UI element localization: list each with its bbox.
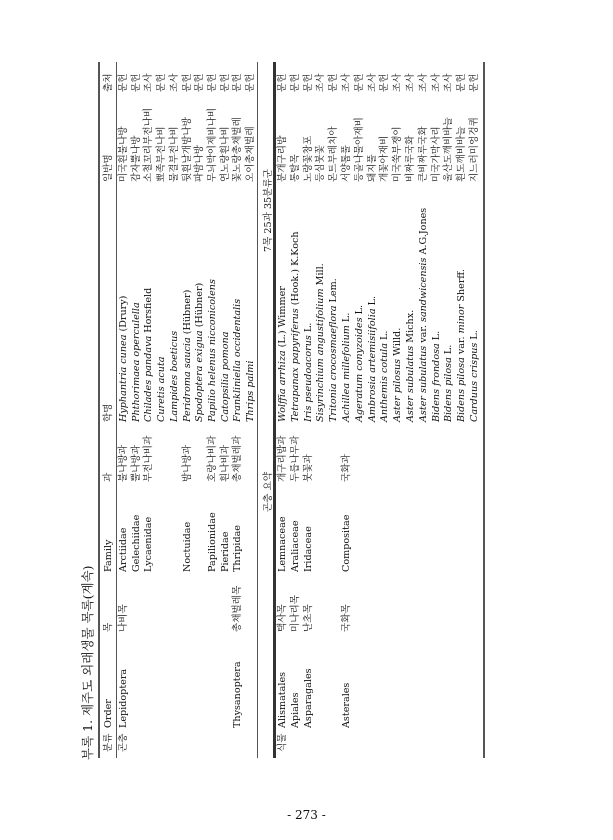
cell-family-ko: 개구리밥과 xyxy=(277,435,288,482)
table-row xyxy=(290,60,302,772)
sci-name-part: L. xyxy=(379,330,391,344)
cell-common-name: 미국흰불나방 xyxy=(118,126,129,182)
cell-family: Compositae xyxy=(341,514,352,572)
cell-family: Araliaceae xyxy=(289,520,301,572)
cell-family: Lemnaceae xyxy=(277,516,288,572)
sci-name-part: Achillea millefolium xyxy=(341,325,352,422)
cell-common-name: 뒷흰날개밤나방 xyxy=(181,117,193,182)
table-row xyxy=(131,60,143,772)
table-row xyxy=(431,60,443,772)
cell-common-name: 감자뿔나방 xyxy=(130,135,142,182)
table-row xyxy=(341,60,353,772)
sci-name-part: minor xyxy=(456,304,468,334)
column-header: 학명 xyxy=(103,403,114,422)
cell-family-ko: 총채벌레과 xyxy=(232,435,244,482)
sci-name-part: (Drury) xyxy=(118,295,129,335)
table-header-row xyxy=(103,60,115,772)
page-number: - 273 - xyxy=(287,808,326,822)
cell-family-ko: 호랑나비과 xyxy=(206,435,218,482)
sci-name-part: var. xyxy=(417,321,429,346)
cell-scientific-name xyxy=(405,310,417,422)
sci-name-part: Lem. xyxy=(328,278,340,306)
table-row xyxy=(443,60,455,772)
table-row xyxy=(379,60,391,772)
cell-family-ko: 뿔나방과 xyxy=(130,444,142,482)
sci-name-part: (L.) Wimmer xyxy=(277,286,288,351)
cell-source: 조사 xyxy=(417,73,429,92)
cell-family-ko: 국화과 xyxy=(341,454,352,482)
table-row xyxy=(315,60,327,772)
cell-source: 문헌 xyxy=(328,73,340,92)
sci-name-part: L. xyxy=(341,312,352,326)
cell-family: Noctuidae xyxy=(181,521,193,572)
cell-source: 조사 xyxy=(392,73,404,92)
sci-name-part: Tetrapanax papyriferus xyxy=(289,308,301,422)
sci-name-part: Phthorimaea operculella xyxy=(130,302,142,422)
cell-scientific-name xyxy=(303,323,315,422)
sci-name-part: Ambrosia artemisiifolia xyxy=(366,308,378,422)
table-row xyxy=(169,60,181,772)
summary-label: 곤충 요약 xyxy=(263,471,274,512)
table-row xyxy=(245,60,257,772)
cell-source: 조사 xyxy=(443,73,455,92)
sci-name-part: Peridroma saucia xyxy=(181,337,193,422)
cell-source: 문헌 xyxy=(156,73,168,92)
cell-family: Thripidae xyxy=(232,525,244,572)
rotated-table-sheet xyxy=(80,60,490,772)
cell-scientific-name xyxy=(156,356,168,422)
cell-family: Papilionidae xyxy=(206,512,218,572)
sci-name-part: Sherff. xyxy=(456,269,468,305)
table-row xyxy=(367,60,379,772)
cell-family: Lycaenidae xyxy=(143,516,155,572)
cell-source: 문헌 xyxy=(456,73,468,92)
cell-order-ko: 미나리목 xyxy=(289,594,301,632)
table-row xyxy=(469,60,481,772)
cell-scientific-name xyxy=(328,278,340,422)
sci-name-part: Bidens frondosa xyxy=(430,343,442,422)
table-row xyxy=(303,60,315,772)
cell-order-ko: 국화목 xyxy=(341,604,352,632)
cell-source: 조사 xyxy=(405,73,416,92)
cell-scientific-name xyxy=(456,269,468,422)
cell-order: Lepidoptera xyxy=(118,668,129,728)
cell-common-name: 연노랑흰나비 xyxy=(219,126,231,182)
cell-scientific-name xyxy=(354,305,366,422)
cell-family-ko: 두릅나무과 xyxy=(289,435,301,482)
cell-source: 문헌 xyxy=(469,73,480,92)
sci-name-part: Horsfield xyxy=(143,287,155,336)
cell-common-name: 소철꼬리부전나비 xyxy=(143,107,155,182)
sci-name-part: Hyphantria cunea xyxy=(118,334,129,422)
cell-family-ko: 흰나비과 xyxy=(219,444,231,482)
cell-scientific-name xyxy=(118,296,130,422)
cell-family-ko: 붓꽃과 xyxy=(302,454,314,482)
table-row xyxy=(194,60,206,772)
cell-source: 문헌 xyxy=(245,73,256,92)
cell-scientific-name xyxy=(182,290,194,422)
cell-scientific-name xyxy=(207,279,219,422)
sci-name-part: Papilio helenus nicconicolens xyxy=(206,279,218,422)
sci-name-part: (Hook.) K.Koch xyxy=(289,231,301,309)
column-header: 일반명 xyxy=(103,154,114,182)
cell-scientific-name xyxy=(277,286,289,422)
cell-source: 문헌 xyxy=(232,73,244,92)
cell-family-ko: 불나방과 xyxy=(118,444,129,482)
cell-source: 문헌 xyxy=(118,73,129,92)
table-row xyxy=(143,60,155,772)
sci-name-part: L. xyxy=(366,295,378,309)
sci-name-part: Ageratum conyzoides xyxy=(353,317,365,422)
sci-name-part: Carduus crispus xyxy=(469,342,480,422)
sci-name-part: L. xyxy=(430,330,442,344)
sci-name-part: Michx. xyxy=(405,309,416,346)
table-row xyxy=(118,60,130,772)
sci-name-part: sandwicensis xyxy=(417,257,429,322)
cell-common-name: 통탈목 xyxy=(289,154,301,182)
cell-common-name: 물결부전나비 xyxy=(168,126,180,182)
sci-name-part: Lampides boeticus xyxy=(168,330,180,422)
sci-name-part: L. xyxy=(443,344,455,358)
cell-source: 문헌 xyxy=(302,73,314,92)
cell-common-name: 꽃노랑총채벌레 xyxy=(232,117,244,182)
cell-scientific-name xyxy=(245,361,257,422)
cell-common-name: 무늬박이제비나비 xyxy=(206,107,218,182)
cell-common-name: 뾰족부전나비 xyxy=(156,126,168,182)
cell-scientific-name xyxy=(232,299,244,422)
cell-source: 조사 xyxy=(143,73,155,92)
table-row xyxy=(405,60,417,772)
header-rule xyxy=(116,62,117,758)
cell-scientific-name xyxy=(392,328,404,422)
cell-common-name: 파밤나방 xyxy=(194,144,206,182)
cell-common-name: 등심붓꽃 xyxy=(315,144,327,182)
sci-name-part: Catopsilia pomona xyxy=(219,331,231,422)
cell-order: Asparagales xyxy=(302,668,314,728)
cell-source: 조사 xyxy=(341,73,352,92)
cell-common-name: 서양톱풀 xyxy=(341,144,352,182)
sci-name-part: var. xyxy=(456,333,468,358)
cell-source: 문헌 xyxy=(206,73,218,92)
sci-name-part: Aster subulatus xyxy=(417,345,429,422)
table-row xyxy=(456,60,468,772)
cell-scientific-name xyxy=(143,288,155,422)
column-header: Family xyxy=(103,539,114,572)
column-header: Order xyxy=(103,699,114,728)
cell-scientific-name xyxy=(131,302,143,422)
cell-source: 문헌 xyxy=(353,73,365,92)
cell-scientific-name xyxy=(315,263,327,422)
table-row xyxy=(207,60,219,772)
sci-name-part: Bidens pilosa xyxy=(456,357,468,422)
sci-name-part: Curetis acuta xyxy=(156,356,168,422)
summary-value: 7목 25과 35분류군 xyxy=(263,169,274,252)
table-row xyxy=(182,60,194,772)
column-header: 분류 xyxy=(103,733,114,752)
cell-family: Iridaceae xyxy=(302,526,314,572)
cell-scientific-name xyxy=(443,345,455,422)
cell-cat: 곤충 xyxy=(118,733,129,752)
sci-name-part: Aster pilosus xyxy=(392,358,404,422)
cell-source: 조사 xyxy=(168,73,180,92)
sci-name-part: Aster subulatus xyxy=(405,345,416,422)
sci-name-part: Willd. xyxy=(392,327,404,359)
cell-scientific-name xyxy=(418,208,430,422)
sci-name-part: Bidens pilosa xyxy=(443,357,455,422)
cell-common-name: 돼지풀 xyxy=(366,154,378,182)
cell-common-name: 등골나물아재비 xyxy=(353,117,365,182)
sci-name-part: Sisyrinchium angustifolium xyxy=(315,288,327,422)
cell-common-name: 미국가막사리 xyxy=(430,126,442,182)
cell-order: Apiales xyxy=(289,692,301,728)
cell-scientific-name xyxy=(469,330,481,422)
cell-scientific-name xyxy=(367,296,379,422)
cell-source: 문헌 xyxy=(130,73,142,92)
table-row xyxy=(354,60,366,772)
cell-source: 문헌 xyxy=(219,73,231,92)
cell-order: Thysanoptera xyxy=(232,661,244,728)
cell-common-name: 흰도깨비바늘 xyxy=(456,126,468,182)
cell-source: 문헌 xyxy=(379,73,391,92)
sci-name-part: Anthemis cotula xyxy=(379,343,391,422)
cell-source: 문헌 xyxy=(194,73,206,92)
sci-name-part: L. xyxy=(469,330,480,343)
sci-name-part: Chilades pandava xyxy=(143,335,155,422)
cell-order: Alismatales xyxy=(277,671,288,728)
cell-common-name: 비짜루국화 xyxy=(405,135,416,182)
table-row xyxy=(156,60,168,772)
cell-family: Arctiidae xyxy=(118,527,129,572)
cell-common-name: 노랑꽃창포 xyxy=(302,135,314,182)
cell-order-ko: 난초목 xyxy=(302,604,314,632)
summary-rule xyxy=(257,62,258,758)
sci-name-part: L. xyxy=(353,304,365,318)
cell-common-name: 몬트부레치아 xyxy=(328,126,340,182)
cell-scientific-name xyxy=(290,231,302,422)
cell-scientific-name xyxy=(169,331,181,422)
sci-name-part: Iris pseudoacorus xyxy=(302,335,314,422)
sci-name-part: A.G.Jones xyxy=(417,207,429,258)
cell-source: 조사 xyxy=(366,73,378,92)
cell-order-ko: 나비목 xyxy=(118,604,129,632)
cell-family: Pieridae xyxy=(219,531,231,572)
cell-order-ko: 총채벌레목 xyxy=(232,585,244,632)
cell-order-ko: 택사목 xyxy=(277,604,288,632)
cell-common-name: 개꽃아재비 xyxy=(379,135,391,182)
cell-scientific-name xyxy=(431,331,443,422)
column-header: 출처 xyxy=(103,73,114,92)
column-header: 과 xyxy=(103,472,114,482)
sci-name-part: Frankliniella occidentalis xyxy=(232,298,244,422)
table-row xyxy=(232,60,244,772)
table-row xyxy=(418,60,430,772)
cell-family-ko: 부전나비과 xyxy=(143,435,155,482)
table-row xyxy=(220,60,232,772)
cell-scientific-name xyxy=(194,283,206,422)
cell-common-name: 미국쑥부쟁이 xyxy=(392,126,404,182)
sci-name-part: Thrips palmi xyxy=(245,360,256,422)
table-bottom-rule xyxy=(483,62,485,758)
cell-family-ko: 밤나방과 xyxy=(181,444,193,482)
cell-common-name: 분개구리밥 xyxy=(277,135,288,182)
cell-source: 조사 xyxy=(315,73,327,92)
column-header: 목 xyxy=(103,622,114,632)
sci-name-part: Tritonia crocosmaeflora xyxy=(328,305,340,422)
table-row xyxy=(328,60,340,772)
cell-source: 문헌 xyxy=(277,73,288,92)
cell-common-name: 큰비짜루국화 xyxy=(417,126,429,182)
table-title: 부록 1. 제주도 외래생물 목록(계속) xyxy=(80,565,95,760)
cell-source: 문헌 xyxy=(181,73,193,92)
table-top-rule xyxy=(98,62,100,758)
cell-order: Asterales xyxy=(341,682,352,728)
cell-common-name: 오이총채벌레 xyxy=(245,126,256,182)
cell-scientific-name xyxy=(379,331,391,422)
sci-name-part: (Hübner) xyxy=(194,282,206,331)
sci-name-part: (Hübner) xyxy=(181,289,193,338)
cell-source: 조사 xyxy=(430,73,442,92)
cell-cat: 식물 xyxy=(277,733,288,752)
section-divider xyxy=(273,62,276,758)
cell-family: Gelechiidae xyxy=(130,514,142,572)
cell-common-name: 울산도깨비바늘 xyxy=(443,117,455,182)
sci-name-part: Wolffia arrhiza xyxy=(277,350,288,422)
cell-scientific-name xyxy=(220,332,232,422)
cell-source: 문헌 xyxy=(289,73,301,92)
sci-name-part: L. xyxy=(302,322,314,336)
sci-name-part: Spodoptera exigua xyxy=(194,330,206,422)
table-row xyxy=(277,60,289,772)
table-row xyxy=(392,60,404,772)
sci-name-part: Mill. xyxy=(315,263,327,289)
cell-common-name: 지느러미엉겅퀴 xyxy=(469,117,480,182)
cell-scientific-name xyxy=(341,313,353,422)
